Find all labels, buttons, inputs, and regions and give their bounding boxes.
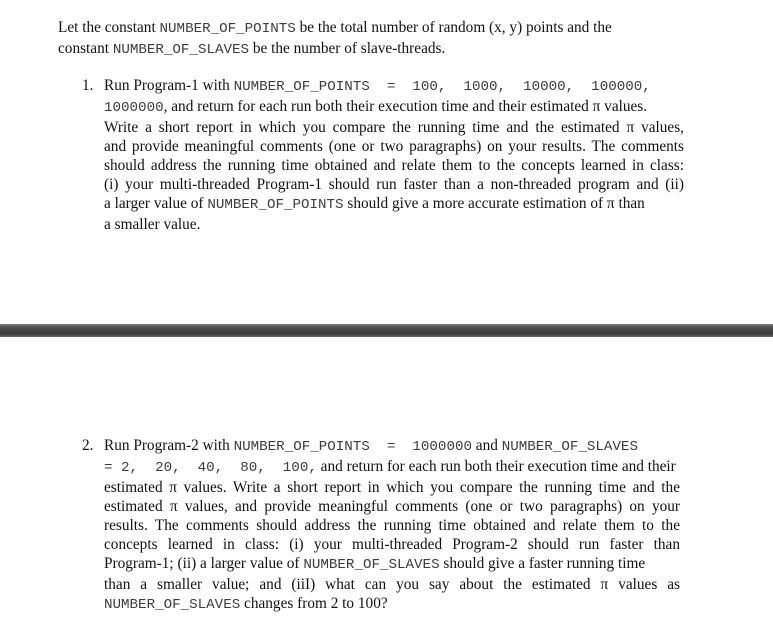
item2-line-6: concepts learned in class: (i) your multi-threaded Program-2 should run faster than	[104, 536, 680, 553]
intro-line-1	[58, 18, 698, 39]
list-item-number: 1.	[82, 77, 94, 94]
intro-text: constant	[58, 40, 113, 57]
item-text: changes from 2 to 100?	[240, 595, 388, 612]
item2-line-1	[104, 436, 680, 457]
intro-text: be the total number of random (x, y) points and the	[295, 19, 612, 36]
item2-line-5: results. The comments should address the running time obtained and relate them to the	[104, 517, 680, 534]
item-text: , and return for each run both their execution time and their estimated π values.	[163, 98, 648, 115]
code-number-of-slaves: NUMBER_OF_SLAVES	[303, 557, 440, 573]
item1-line-4: and provide meaningful comments (one or two paragraphs) on your results. The comments	[104, 138, 684, 155]
code-number-of-slaves: NUMBER_OF_SLAVES	[104, 597, 241, 613]
intro-line-2	[58, 39, 698, 60]
code-number-of-slaves: NUMBER_OF_SLAVES	[112, 42, 250, 58]
intro-text: Let the constant	[58, 19, 160, 36]
item1-line-5: should address the running time obtained and relate them to the concepts learned in class:	[104, 157, 684, 174]
item-text: Run Program-1 with	[104, 77, 234, 94]
item-text: and return for each run both their execution time and their	[316, 458, 676, 475]
code-number-of-slaves: NUMBER_OF_SLAVES	[501, 439, 638, 455]
item1-line-2	[104, 97, 684, 118]
code-value: 1000000	[104, 100, 164, 116]
code-number-of-points: NUMBER_OF_POINTS = 1000000	[233, 439, 472, 455]
item-text: should give a faster running time	[439, 555, 646, 572]
item2-line-9	[104, 594, 680, 615]
item-text: Run Program-2 with	[104, 437, 234, 454]
code-number-of-points: NUMBER_OF_POINTS	[207, 197, 344, 213]
item-text: and	[471, 437, 502, 454]
list-item-body	[104, 436, 680, 615]
item2-line-7	[104, 554, 680, 575]
item2-line-2	[104, 457, 680, 478]
code-points-values: NUMBER_OF_POINTS = 100, 1000, 10000, 100000,	[233, 79, 651, 95]
list-item-number: 2.	[82, 437, 94, 454]
item1-line-7	[104, 194, 684, 215]
intro-paragraph	[58, 18, 698, 60]
list-item-body	[104, 76, 684, 234]
item2-line-8: than a smaller value; and (iiI) what can you say about the estimated π values as	[104, 576, 680, 593]
item-text: a larger value of	[104, 195, 208, 212]
item1-line-1	[104, 76, 684, 97]
item-text: should give a more accurate estimation of π than	[343, 195, 645, 212]
intro-text: be the number of slave-threads.	[249, 40, 446, 57]
code-number-of-points: NUMBER_OF_POINTS	[159, 21, 296, 37]
item-text: Program-1; (ii) a larger value of	[104, 555, 304, 572]
page-divider	[0, 324, 773, 337]
item1-line-8: a smaller value.	[104, 216, 201, 233]
item1-line-3: Write a short report in which you compare the running time and the estimated π values,	[104, 119, 684, 136]
item2-line-4: estimated π values, and provide meaningful comments (one or two paragraphs) on your	[104, 498, 680, 515]
code-slaves-values: = 2, 20, 40, 80, 100,	[104, 460, 317, 476]
item1-line-6: (i) your multi-threaded Program-1 should run faster than a non-threaded program and (ii)	[104, 176, 684, 193]
item2-line-3: estimated π values. Write a short report in which you compare the running time and the	[104, 479, 680, 496]
